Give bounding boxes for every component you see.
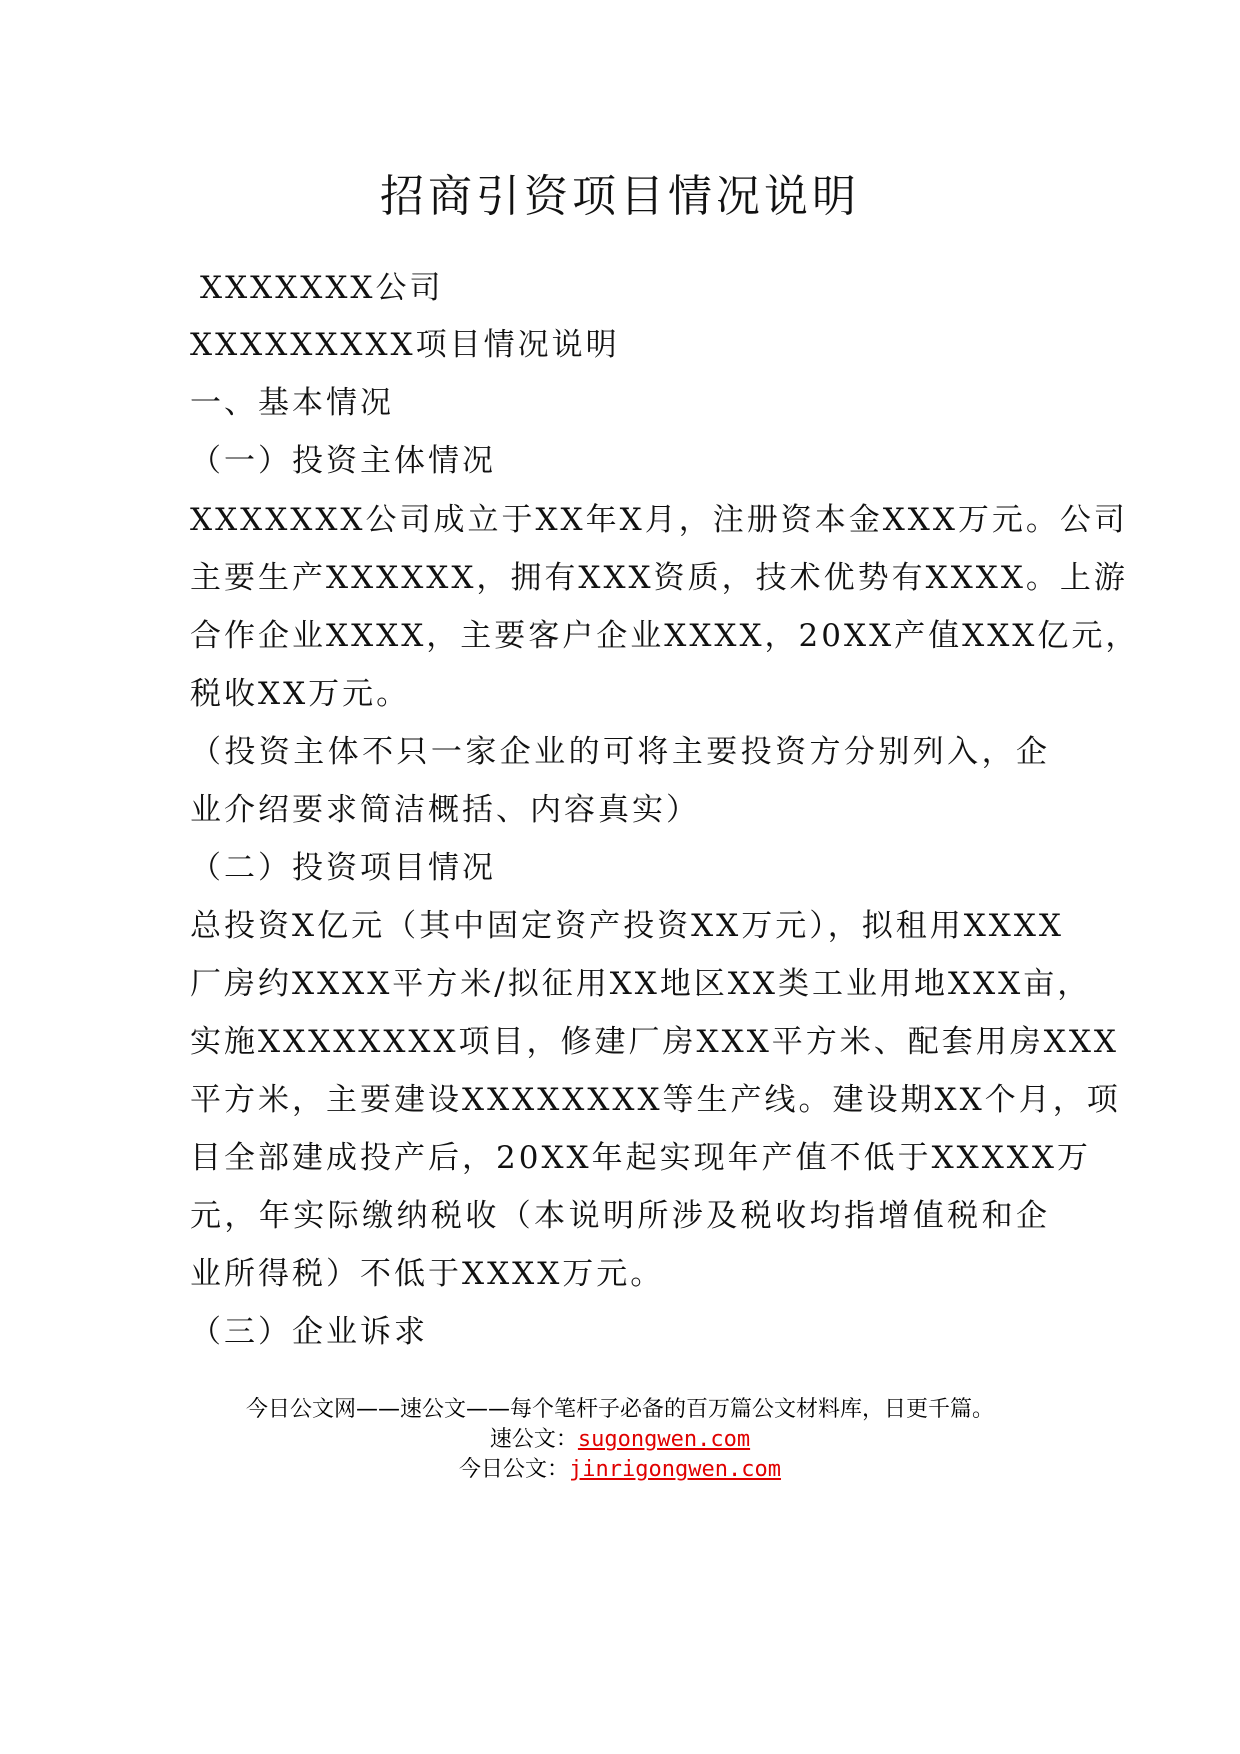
paragraph-line: 目全部建成投产后，20XX年起实现年产值不低于XXXXX万 bbox=[190, 1140, 1091, 1176]
paragraph-line: 厂房约XXXX平方米/拟征用XX地区XX类工业用地XXX亩， bbox=[190, 966, 1092, 1002]
paragraph-line: 总投资X亿元（其中固定资产投资XX万元），拟租用XXXX bbox=[190, 908, 1064, 944]
footer-label: 今日公文： bbox=[459, 1457, 570, 1482]
document-title: 招商引资项目情况说明 bbox=[380, 171, 860, 222]
company-line: XXXXXXX公司 bbox=[200, 270, 444, 306]
sugongwen-link[interactable]: sugongwen.com bbox=[577, 1427, 751, 1452]
footer-line-sugongwen bbox=[0, 1425, 1240, 1455]
paragraph-line: 平方米，主要建设XXXXXXXX等生产线。建设期XX个月，项 bbox=[190, 1082, 1121, 1118]
sub2-heading: （二）投资项目情况 bbox=[190, 850, 496, 886]
project-line: XXXXXXXXX项目情况说明 bbox=[190, 327, 620, 363]
note-line: 业介绍要求简洁概括、内容真实） bbox=[190, 792, 700, 828]
jinrigongwen-link[interactable]: jinrigongwen.com bbox=[569, 1457, 781, 1482]
note-line: （投资主体不只一家企业的可将主要投资方分别列入，企 bbox=[190, 734, 1050, 770]
sub3-heading: （三）企业诉求 bbox=[190, 1314, 428, 1350]
paragraph-line: 主要生产XXXXXX，拥有XXX资质，技术优势有XXXX。上游 bbox=[190, 560, 1128, 596]
paragraph-line: 元，年实际缴纳税收（本说明所涉及税收均指增值税和企 bbox=[190, 1198, 1050, 1234]
footer-label: 速公文： bbox=[489, 1427, 578, 1452]
section1-heading: 一、基本情况 bbox=[190, 385, 394, 421]
sub1-heading: （一）投资主体情况 bbox=[190, 443, 496, 479]
footer-line-jinrigongwen bbox=[0, 1455, 1240, 1485]
paragraph-line: XXXXXXX公司成立于XX年X月，注册资本金XXX万元。公司 bbox=[190, 502, 1128, 538]
paragraph-line: 合作企业XXXX，主要客户企业XXXX，20XX产值XXX亿元， bbox=[190, 618, 1140, 654]
paragraph-line: 业所得税）不低于XXXX万元。 bbox=[190, 1256, 665, 1292]
paragraph-line: 税收XX万元。 bbox=[190, 676, 411, 712]
paragraph-line: 实施XXXXXXXX项目，修建厂房XXX平方米、配套用房XXX bbox=[190, 1024, 1119, 1060]
footer-tagline: 今日公文网——速公文——每个笔杆子必备的百万篇公文材料库，日更千篇。 bbox=[245, 1397, 994, 1422]
